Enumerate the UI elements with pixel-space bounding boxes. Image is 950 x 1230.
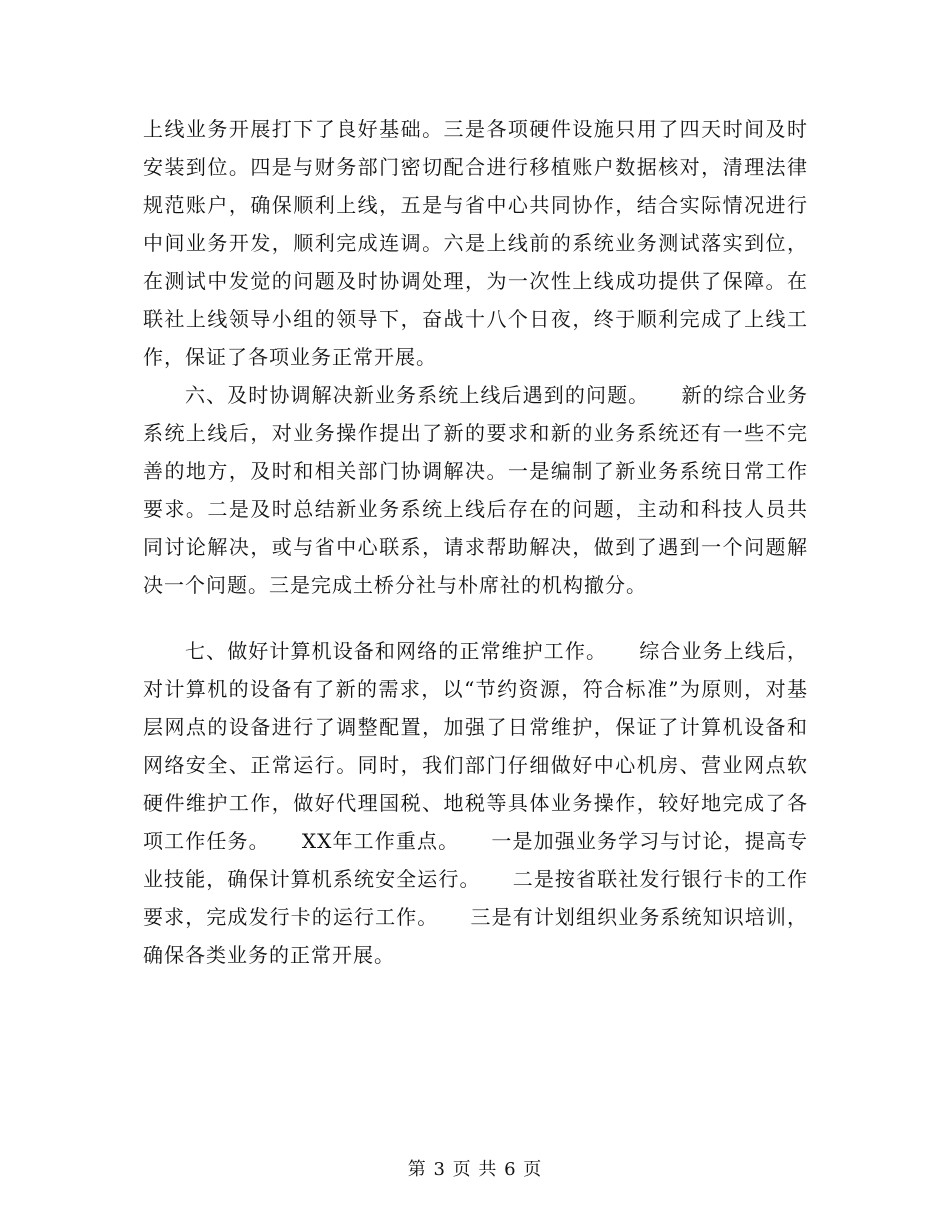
paragraph-continuation: 上线业务开展打下了良好基础。三是各项硬件设施只用了四天时间及时安装到位。四是与财务部门密切配合进行移植账户数据核对，清理法律规范账户，确保顺利上线，五是与省中心共同协作，结合实际情况进行中间业务开发，顺利完成连调。六是上线前的系统业务测试落实到位，在测试中发觉的问题及时协调处理，为一次性上线成功提供了保障。在联社上线领导小组的领导下，奋战十八个日夜，终于顺利完成了上线工作，保证了各项业务正常开展。 (143, 117, 808, 369)
page-number-footer: 第 3 页 共 6 页 (407, 1159, 543, 1180)
paragraph-section-seven: 七、做好计算机设备和网络的正常维护工作。 综合业务上线后，对计算机的设备有了新的需求，以“节约资源，符合标准”为原则，对基层网点的设备进行了调整配置，加强了日常维护，保证了计算机设备和网络安全、正常运行。同时，我们部门仔细做好中心机房、营业网点软硬件维护工作，做好代理国税、地税等具体业务操作，较好地完成了各项工作任务。 XX年工作重点。 一是加强业务学习与讨论，提高专业技能，确保计算机系统安全运行。 二是按省联社发行银行卡的工作要求，完成发行卡的运行工作。 三是有计划组织业务系统知识培训，确保各类业务的正常开展。 (143, 639, 808, 967)
paragraph-spacer (143, 604, 808, 632)
paragraph-section-six: 六、及时协调解决新业务系统上线后遇到的问题。 新的综合业务系统上线后，对业务操作提出了新的要求和新的业务系统还有一些不完善的地方，及时和相关部门协调解决。一是编制了新业务系统日常工作要求。二是及时总结新业务系统上线后存在的问题，主动和科技人员共同讨论解决，或与省中心联系，请求帮助解决，做到了遇到一个问题解决一个问题。三是完成土桥分社与朴席社的机构撤分。 (143, 383, 808, 597)
document-body (143, 110, 808, 974)
